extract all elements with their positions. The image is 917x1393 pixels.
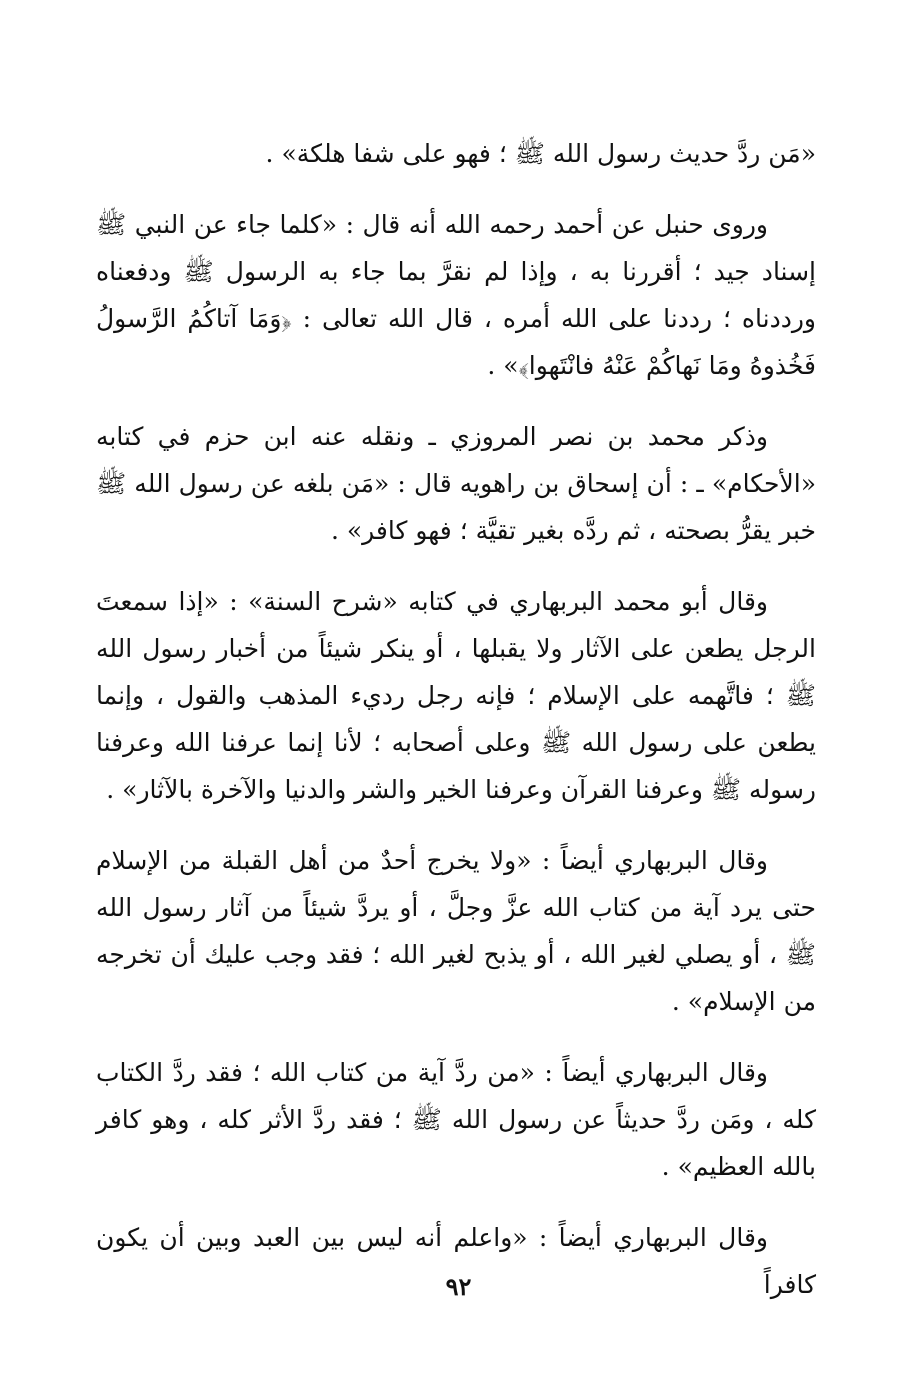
- paragraph-1: [96, 130, 816, 177]
- paragraph-2: [96, 201, 816, 389]
- paragraph-text: وقال البربهاري أيضاً : «من ردَّ آية من كتاب الله ؛ فقد ردَّ الكتاب كله ، ومَن ردَّ حديثاً عن رسول الله ﷺ ؛ فقد ردَّ الأثر كله ، وهو كافر بالله العظيم» .: [96, 1058, 816, 1181]
- paragraph-text: وقال البربهاري أيضاً : «واعلم أنه ليس بين العبد وبين أن يكون كافراً: [96, 1223, 816, 1299]
- paragraph-text: وقال أبو محمد البربهاري في كتابه «شرح السنة» : «إذا سمعتَ الرجل يطعن على الآثار ولا يقبلها ، أو ينكر شيئاً من أخبار رسول الله ﷺ ؛ فاتَّهمه على الإسلام ؛ فإنه رجل رديء المذهب والقول ، وإنما يطعن على رسول الله ﷺ وعلى أصحابه ؛ لأنا إنما عرفنا الله وعرفنا رسوله ﷺ وعرفنا القرآن وعرفنا الخير والشر والدنيا والآخرة بالآثار» .: [96, 587, 816, 804]
- paragraph-text: وروى حنبل عن أحمد رحمه الله أنه قال : «كلما جاء عن النبي ﷺ إسناد جيد ؛ أقررنا به ، وإذا لم نقرَّ بما جاء به الرسول ﷺ ودفعناه ورددناه ؛ رددنا على الله أمره ، قال الله تعالى : ﴿وَمَا آتاكُمُ الرَّسولُ فَخُذوهُ ومَا نَهاكُمْ عَنْهُ فانْتَهوا﴾» .: [96, 210, 816, 380]
- paragraph-6: [96, 1049, 816, 1190]
- paragraph-text: «مَن ردَّ حديث رسول الله ﷺ ؛ فهو على شفا هلكة» .: [265, 139, 816, 168]
- paragraph-3: [96, 413, 816, 554]
- paragraph-text: وذكر محمد بن نصر المروزي ـ ونقله عنه ابن حزم في كتابه «الأحكام» ـ : أن إسحاق بن راهويه قال : «مَن بلغه عن رسول الله ﷺ خبر يقرُّ بصحته ، ثم ردَّه بغير تقيَّة ؛ فهو كافر» .: [96, 422, 816, 545]
- paragraph-5: [96, 837, 816, 1025]
- paragraph-text: وقال البربهاري أيضاً : «ولا يخرج أحدٌ من أهل القبلة من الإسلام حتى يرد آية من كتاب الله عزَّ وجلَّ ، أو يردَّ شيئاً من آثار رسول الله ﷺ ، أو يصلي لغير الله ، أو يذبح لغير الله ؛ فقد وجب عليك أن تخرجه من الإسلام» .: [96, 846, 816, 1016]
- page-number: ٩٢: [445, 1272, 472, 1301]
- paragraph-4: [96, 578, 816, 813]
